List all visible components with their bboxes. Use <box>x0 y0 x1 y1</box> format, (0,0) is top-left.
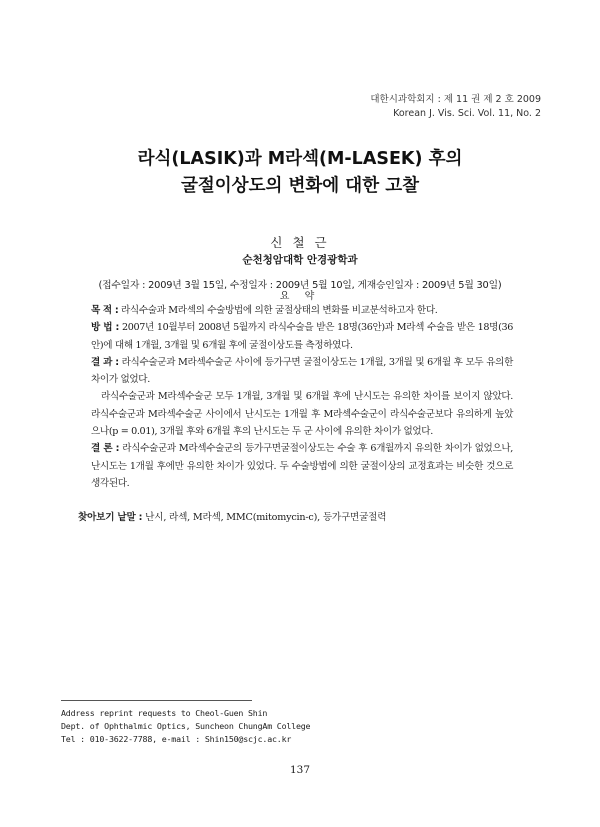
keywords-label: 찾아보기 낱말 : <box>78 512 143 523</box>
footnote-line-2: Dept. of Ophthalmic Optics, Suncheon ChungAm College <box>61 720 311 731</box>
footnote-line-3: Tel : 010-3622-7788, e-mail : Shin150@scjc.ac.kr <box>61 733 292 744</box>
journal-header <box>370 93 541 121</box>
author-name: 신 철 근 <box>270 235 330 250</box>
paper-title <box>0 146 600 200</box>
method-label: 방 법 : <box>91 322 119 334</box>
abstract-conclusion <box>91 440 513 492</box>
abstract-result <box>91 354 513 389</box>
footnote-divider <box>61 700 252 701</box>
author-block <box>0 234 600 293</box>
conclusion-label: 결 론 : <box>91 443 120 455</box>
method-text: 2007년 10월부터 2008년 5월까지 라식수술을 받은 18명(36안)과 M라섹 수술을 받은 18명(36안)에 대해 1개월, 3개월 및 6개월 후에 굴절이상도를 측정하였다. <box>91 322 513 351</box>
page-number: 137 <box>289 764 311 776</box>
correspondence-footnote <box>61 707 310 745</box>
abstract-body <box>91 302 513 492</box>
abstract-result-continued: 라식수술군과 M라섹수술군 모두 1개월, 3개월 및 6개월 후에 난시도는 유의한 차이를 보이지 않았다. 라식수술군과 M라섹수술군 사이에서 난시도는 1개월 후 M라섹수술군이 라식수술군보다 유의하게 높았으나(p = 0.01), 3개월 후와 6개월 후의 난시도는 두 군 사이에 유의한 차이가 없었다. <box>91 391 513 438</box>
footnote-line-1: Address reprint requests to Cheol-Guen Shin <box>61 708 268 718</box>
keywords <box>78 511 528 525</box>
purpose-text: 라식수술과 M라섹의 수술방법에 의한 굴절상태의 변화를 비교분석하고자 한다. <box>118 305 438 316</box>
purpose-label: 목 적 : <box>91 305 119 316</box>
author-affiliation: 순천청암대학 안경광학과 <box>242 254 358 266</box>
journal-citation-korean: 대한시과학회지 : 제 11 권 제 2 호 2009 <box>370 94 541 105</box>
title-line-2: 굴절이상도의 변화에 대한 고찰 <box>180 176 420 196</box>
abstract-method <box>91 319 513 354</box>
title-line-1: 라식(LASIK)과 M라섹(M-LASEK) 후의 <box>137 149 463 169</box>
keywords-text: 난시, 라섹, M라섹, MMC(mitomycin-c), 등가구면굴절력 <box>142 512 387 523</box>
abstract-purpose <box>91 302 513 319</box>
result-text: 라식수술군과 M라섹수술군 사이에 등가구면 굴절이상도는 1개월, 3개월 및 6개월 후 모두 유의한 차이가 없었다. <box>91 356 513 386</box>
result-label: 결 과 : <box>91 356 119 368</box>
submission-dates: (접수일자 : 2009년 3월 15일, 수정일자 : 2009년 5월 10일, 게재승인일자 : 2009년 5월 30일) <box>98 280 502 291</box>
journal-citation-english: Korean J. Vis. Sci. Vol. 11, No. 2 <box>393 108 541 119</box>
abstract-heading: 요 약 <box>279 291 321 302</box>
conclusion-text: 라식수술군과 M라섹수술군의 등가구면굴절이상도는 수술 후 6개월까지 유의한 차이가 없었으나, 난시도는 1개월 후에만 유의한 차이가 있었다. 두 수술방법에 의한 굴절이상의 교정효과는 비슷한 것으로 생각된다. <box>91 443 513 489</box>
